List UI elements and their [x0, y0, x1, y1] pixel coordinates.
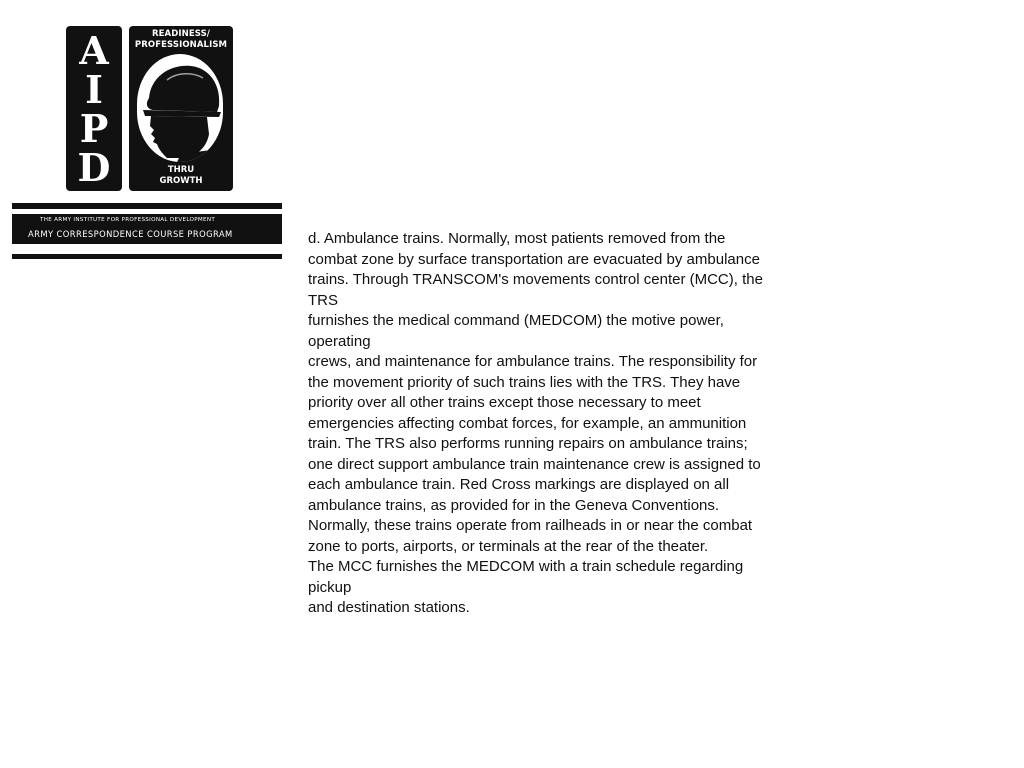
logo-top-line-1: READINESS/ [151, 29, 211, 39]
body-line: zone to ports, airports, or terminals at the rear of the theater. [308, 537, 709, 555]
logo-top-line-2: PROFESSIONALISM [134, 40, 228, 50]
soldier-helmet-silhouette-icon [137, 54, 223, 162]
logo-letter-d: D [77, 145, 111, 190]
body-line: Normally, these trains operate from railheads in or near the combat [308, 517, 753, 534]
logo-letter-a: A [79, 28, 109, 73]
banner-top-rule [12, 203, 282, 209]
body-line: operating [308, 332, 371, 350]
body-line: the movement priority of such trains lies with the TRS. They have [308, 373, 741, 391]
document-body-text [308, 229, 788, 619]
aipd-logo [66, 26, 233, 192]
body-line: crews, and maintenance for ambulance trains. The responsibility for [308, 353, 758, 370]
logo-letter-i: I [85, 67, 103, 112]
banner-program-name: ARMY CORRESPONDENCE COURSE PROGRAM [28, 229, 233, 239]
body-line: d. Ambulance trains. Normally, most patients removed from the [308, 230, 726, 247]
body-line: combat zone by surface transportation are evacuated by ambulance [308, 250, 760, 268]
body-line: furnishes the medical command (MEDCOM) the motive power, [308, 312, 724, 329]
banner-institute-name: THE ARMY INSTITUTE FOR PROFESSIONAL DEVELOPMENT [40, 217, 216, 223]
logo-bottom-line-1: THRU [167, 165, 195, 175]
body-line: pickup [308, 578, 352, 596]
banner-bottom-rule [12, 254, 282, 259]
body-line: priority over all other trains except those necessary to meet [308, 394, 701, 411]
logo-emblem-panel [129, 26, 233, 191]
body-line: TRS [308, 291, 338, 309]
body-line: and destination stations. [308, 599, 470, 616]
body-line: one direct support ambulance train maintenance crew is assigned to [308, 455, 761, 473]
logo-letter-p: P [79, 106, 109, 151]
banner-body [12, 214, 282, 244]
body-line: The MCC furnishes the MEDCOM with a train schedule regarding [308, 558, 744, 575]
logo-bottom-text [129, 165, 233, 187]
body-line: train. The TRS also performs running repairs on ambulance trains; [308, 435, 748, 452]
body-line: emergencies affecting combat forces, for example, an ammunition [308, 414, 747, 432]
body-line: ambulance trains, as provided for in the Geneva Conventions. [308, 496, 720, 514]
logo-bottom-line-2: GROWTH [159, 176, 203, 186]
program-banner [12, 203, 282, 259]
logo-top-text [129, 29, 233, 51]
body-line: each ambulance train. Red Cross markings are displayed on all [308, 476, 730, 493]
body-line: trains. Through TRANSCOM's movements control center (MCC), the [308, 271, 763, 288]
aipd-letters-panel [66, 26, 122, 191]
